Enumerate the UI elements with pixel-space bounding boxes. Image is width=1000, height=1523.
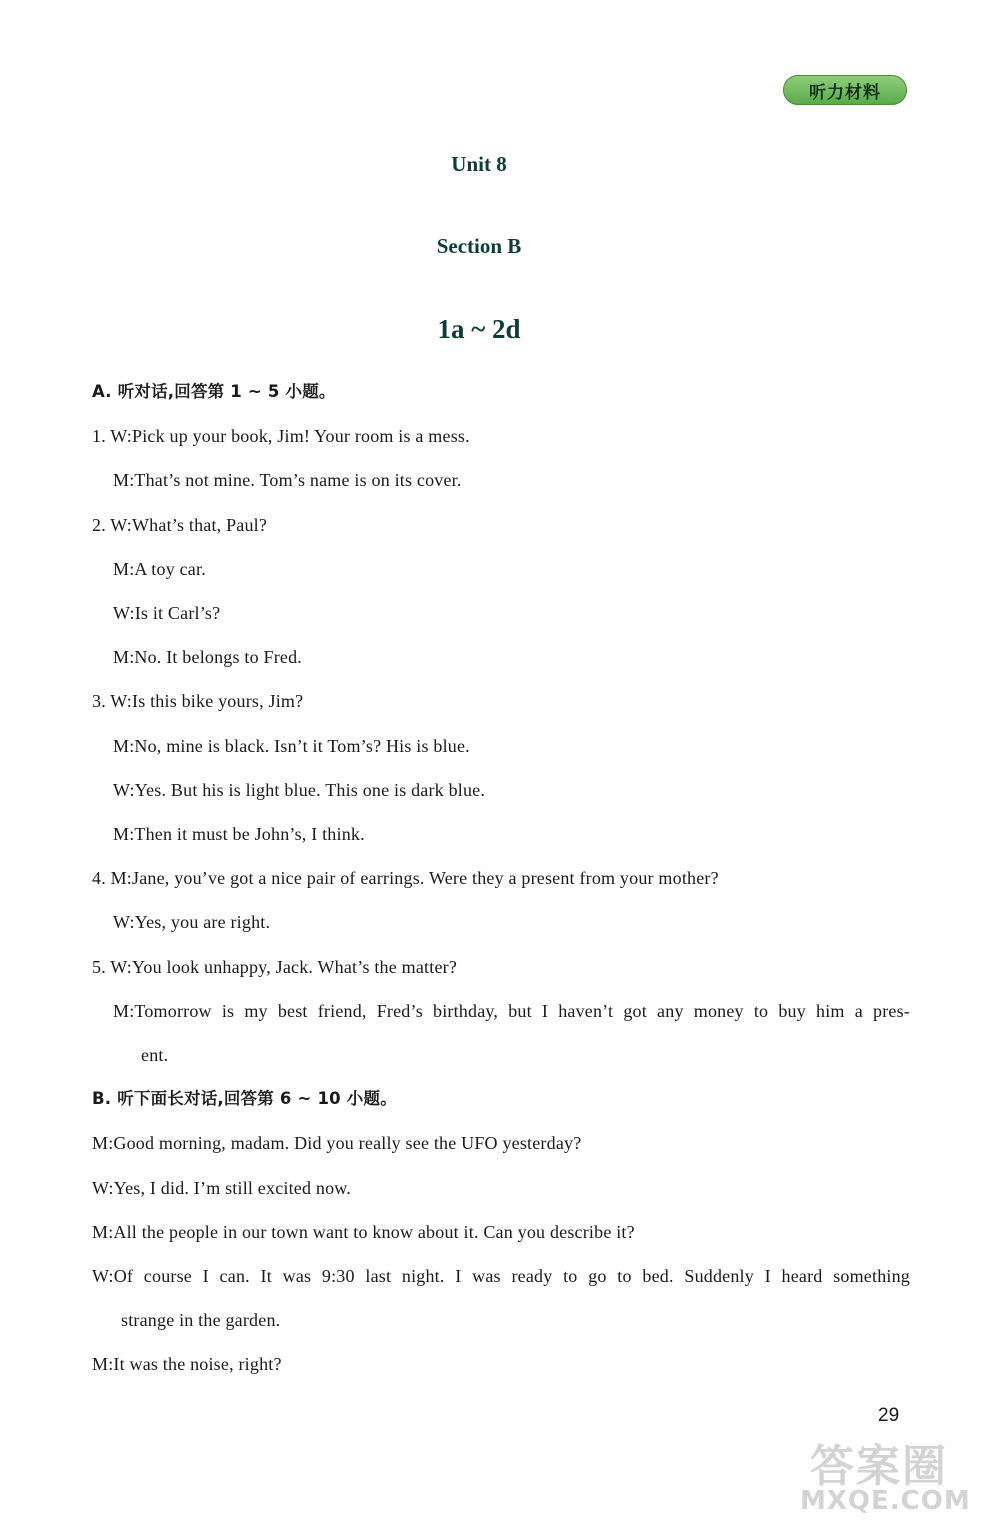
transcript-line: ent. [141, 1045, 169, 1065]
transcript-line: W:Is it Carl’s? [113, 603, 221, 623]
question-heading: A. 听对话,回答第 1 ~ 5 小题。 [92, 382, 336, 401]
transcript-line: M:Then it must be John’s, I think. [113, 824, 365, 844]
section-badge: 听力材料 [783, 75, 907, 105]
transcript-line: 5. W:You look unhappy, Jack. What’s the matter? [92, 957, 458, 977]
unit-title: Unit 8 [451, 152, 507, 176]
transcript-line: M:That’s not mine. Tom’s name is on its cover. [113, 470, 462, 490]
part-title: 1a ~ 2d [437, 314, 521, 344]
transcript-line: M:Good morning, madam. Did you really see the UFO yesterday? [92, 1133, 582, 1153]
transcript-line: M:Tomorrow is my best friend, Fred’s birthday, but I haven’t got any money to buy him a pres- [113, 1001, 910, 1021]
watermark-text-top: 答案圈 [810, 1441, 948, 1492]
transcript-line: 3. W:Is this bike yours, Jim? [92, 691, 304, 711]
transcript-line: W:Yes, you are right. [113, 912, 271, 932]
section-title: Section B [436, 234, 522, 258]
transcript-line: 4. M:Jane, you’ve got a nice pair of earrings. Were they a present from your mother? [92, 868, 719, 888]
transcript-line: M:All the people in our town want to know about it. Can you describe it? [92, 1222, 635, 1242]
transcript-line: 2. W:What’s that, Paul? [92, 515, 268, 535]
transcript-line: W:Yes. But his is light blue. This one is dark blue. [113, 780, 486, 800]
transcript-line: M:A toy car. [113, 559, 206, 579]
transcript-line: W:Yes, I did. I’m still excited now. [92, 1178, 352, 1198]
question-heading: B. 听下面长对话,回答第 6 ~ 10 小题。 [92, 1089, 397, 1108]
watermark-logo [800, 1430, 990, 1518]
transcript-line: strange in the garden. [121, 1310, 281, 1330]
transcript-line: M:No, mine is black. Isn’t it Tom’s? His is blue. [113, 736, 470, 756]
transcript-line: 1. W:Pick up your book, Jim! Your room is a mess. [92, 426, 470, 446]
transcript-line: M:No. It belongs to Fred. [113, 647, 302, 667]
transcript-line: W:Of course I can. It was 9:30 last night. I was ready to go to bed. Suddenly I heard something [92, 1266, 910, 1286]
watermark-text-bottom: MXQE.COM [800, 1486, 971, 1516]
transcript-line: M:It was the noise, right? [92, 1354, 282, 1374]
page-number: 29 [878, 1405, 900, 1426]
